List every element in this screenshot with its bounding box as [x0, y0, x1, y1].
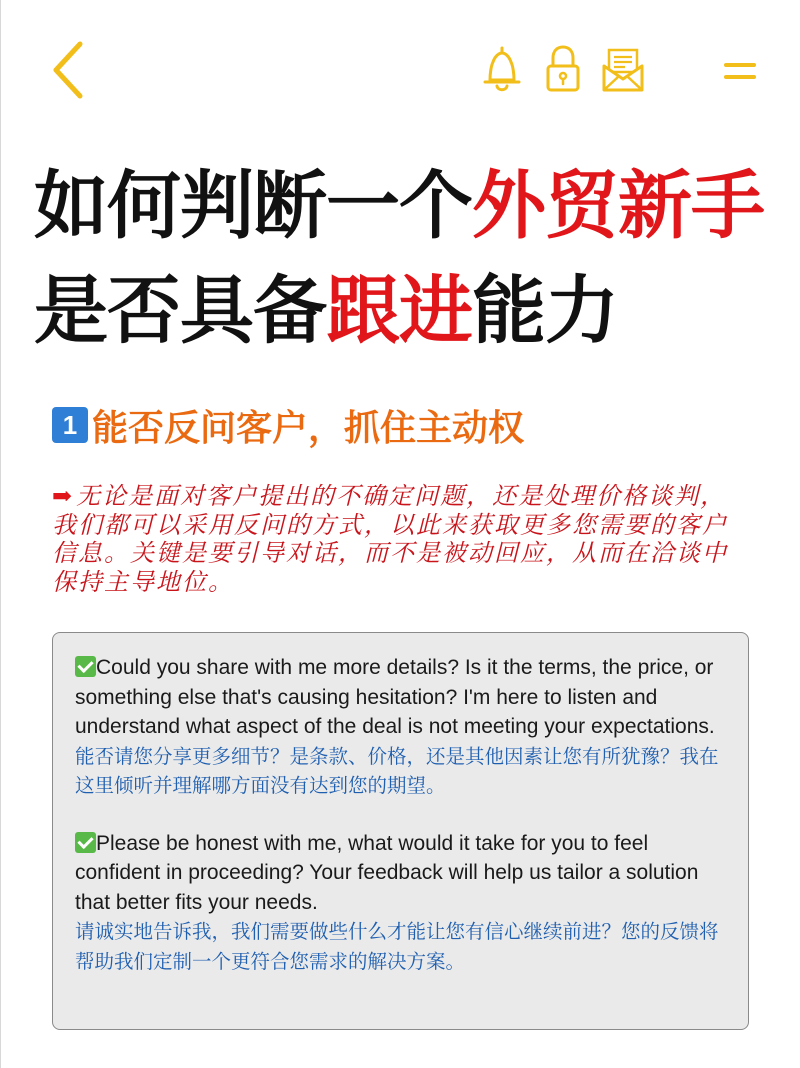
right-arrow-icon: ➡	[52, 482, 75, 510]
menu-button[interactable]	[720, 58, 760, 84]
section-title: 能否反问客户，抓住主动权	[92, 407, 525, 449]
section-heading	[52, 402, 524, 448]
intro-paragraph	[52, 482, 752, 596]
lock-button[interactable]	[541, 44, 585, 94]
example-chinese: 能否请您分享更多细节？是条款、价格，还是其他因素让您有所犹豫？我在这里倾听并理解哪方面没有达到您的期望。	[75, 744, 719, 797]
example-block	[75, 829, 726, 977]
example-chinese: 请诚实地告诉我，我们需要做些什么才能让您有信心继续前进？您的反馈将帮助我们定制一个更符合您需求的解决方案。	[75, 920, 719, 973]
example-card	[52, 632, 749, 1030]
menu-icon	[720, 58, 760, 84]
example-block	[75, 653, 726, 801]
title-line-1	[34, 160, 784, 252]
section-number-badge: 1	[52, 407, 88, 443]
title-line-1-text: 如何判断一个	[34, 163, 472, 249]
mail-icon	[601, 44, 645, 94]
example-english	[75, 653, 726, 742]
bell-icon	[480, 44, 524, 94]
mail-button[interactable]	[601, 44, 645, 94]
title-line-2	[34, 265, 784, 357]
title-line-2-suffix: 能力	[472, 268, 618, 354]
check-icon	[75, 656, 96, 677]
example-english	[75, 829, 726, 918]
title-line-1-highlight: 外贸新手	[472, 163, 764, 249]
title-line-2-text: 是否具备	[34, 268, 326, 354]
back-button[interactable]	[46, 38, 96, 102]
chevron-left-icon	[46, 38, 96, 102]
check-icon	[75, 832, 96, 853]
example-english-text: Please be honest with me, what would it take for you to feel confident in proceeding? Your feedback will help us tailor a solution that better fits your needs.	[75, 831, 699, 914]
bell-button[interactable]	[480, 44, 524, 94]
lock-icon	[541, 44, 585, 94]
intro-text: 无论是面对客户提出的不确定问题，还是处理价格谈判，我们都可以采用反问的方式，以此来获取更多您需要的客户信息。关键是要引导对话，而不是被动回应，从而在洽谈中保持主导地位。	[52, 482, 728, 596]
title-line-2-highlight: 跟进	[326, 268, 472, 354]
example-english-text: Could you share with me more details? Is it the terms, the price, or something else that's causing hesitation? I'm here to listen and understand what aspect of the deal is not meeting your expectations.	[75, 656, 715, 738]
